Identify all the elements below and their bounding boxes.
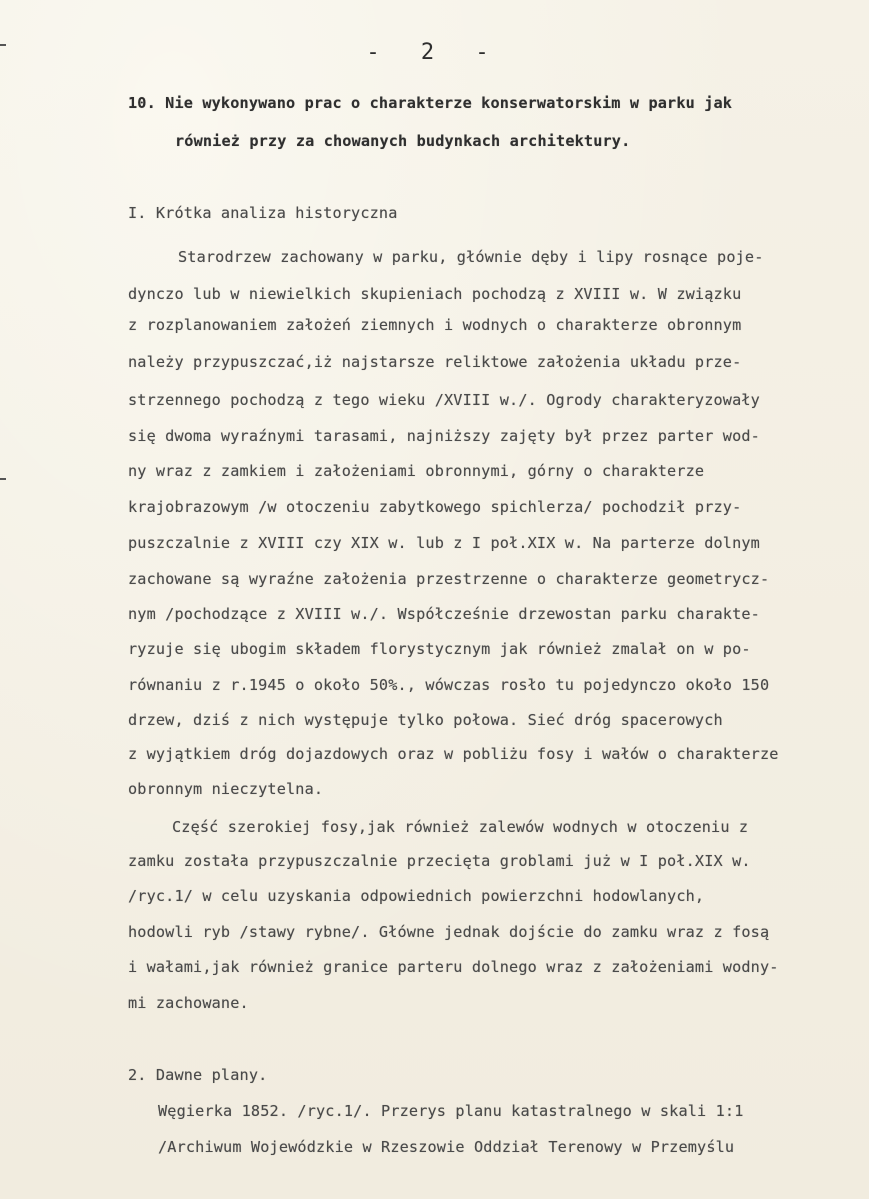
text-line: należy przypuszczać,iż najstarsze reliktowe założenia układu prze- [128, 353, 742, 371]
text-line: ny wraz z zamkiem i założeniami obronnymi, górny o charakterze [128, 462, 705, 480]
text-line: obronnym nieczytelna. [128, 780, 324, 798]
text-line: z rozplanowaniem założeń ziemnych i wodnych o charakterze obronnym [128, 316, 742, 334]
text-line: /Archiwum Wojewódzkie w Rzeszowie Oddział Terenowy w Przemyślu [158, 1138, 735, 1156]
text-line: mi zachowane. [128, 994, 249, 1012]
text-line: nym /pochodzące z XVIII w./. Współcześnie drzewostan parku charakte- [128, 605, 760, 623]
page-number: - 2 - [366, 40, 503, 65]
section-heading: 2. Dawne plany. [128, 1066, 268, 1084]
text-line: krajobrazowym /w otoczeniu zabytkowego spichlerza/ pochodził przy- [128, 498, 742, 516]
text-line: się dwoma wyraźnymi tarasami, najniższy zajęty był przez parter wod- [128, 427, 760, 445]
text-line: z wyjątkiem dróg dojazdowych oraz w pobliżu fosy i wałów o charakterze [128, 745, 779, 763]
text-line: równaniu z r.1945 o około 50%., wówczas rosło tu pojedynczo około 150 [128, 676, 770, 694]
text-line: strzennego pochodzą z tego wieku /XVIII w./. Ogrody charakteryzowały [128, 391, 760, 409]
text-line: Część szerokiej fosy,jak również zalewów wodnych w otoczeniu z [172, 818, 749, 836]
text-line: zachowane są wyraźne założenia przestrzenne o charakterze geometrycz- [128, 570, 770, 588]
text-line: Starodrzew zachowany w parku, głównie dęby i lipy rosnące poje- [178, 248, 764, 266]
text-line: również przy za chowanych budynkach architektury. [175, 132, 631, 150]
margin-tick [0, 478, 6, 480]
text-line: 10. Nie wykonywano prac o charakterze konserwatorskim w parku jak [128, 94, 733, 112]
text-line: zamku została przypuszczalnie przecięta groblami już w I poł.XIX w. [128, 852, 751, 870]
text-line: Węgierka 1852. /ryc.1/. Przerys planu katastralnego w skali 1:1 [158, 1102, 744, 1120]
text-line: dynczo lub w niewielkich skupieniach pochodzą z XVIII w. W związku [128, 285, 742, 303]
text-line: hodowli ryb /stawy rybne/. Główne jednak dojście do zamku wraz z fosą [128, 923, 770, 941]
section-heading: I. Krótka analiza historyczna [128, 204, 398, 222]
text-line: drzew, dziś z nich występuje tylko połowa. Sieć dróg spacerowych [128, 711, 723, 729]
text-line: i wałami,jak również granice parteru dolnego wraz z założeniami wodny- [128, 958, 779, 976]
text-line: puszczalnie z XVIII czy XIX w. lub z I poł.XIX w. Na parterze dolnym [128, 534, 760, 552]
text-line: ryzuje się ubogim składem florystycznym jak również zmalał on w po- [128, 640, 751, 658]
text-line: /ryc.1/ w celu uzyskania odpowiednich powierzchni hodowlanych, [128, 887, 705, 905]
